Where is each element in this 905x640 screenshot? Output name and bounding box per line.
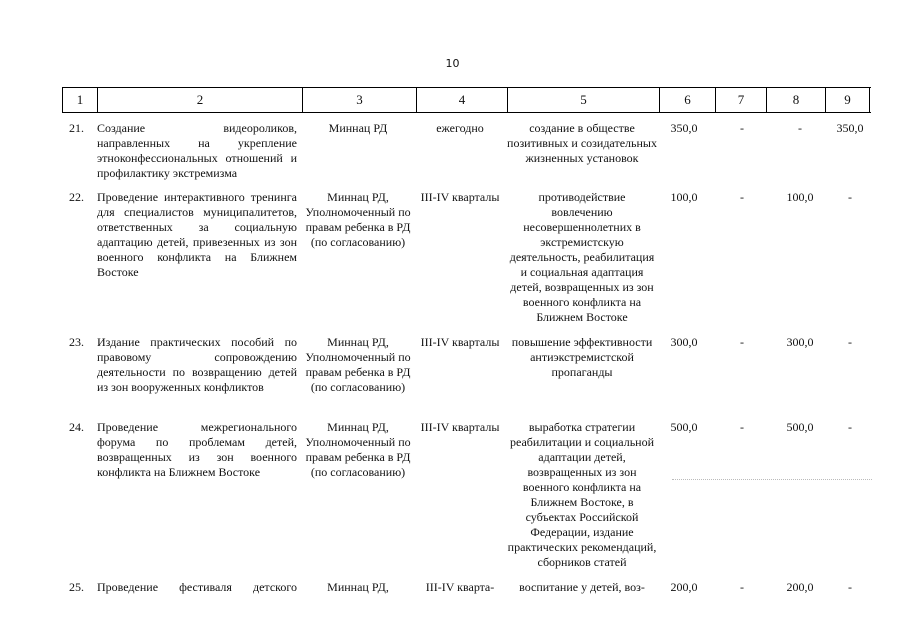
row-term: III-IV кварталы (420, 420, 500, 434)
row-value-6: 100,0 (670, 190, 698, 204)
row-value-8: 100,0 (786, 190, 814, 204)
header-col-9: 9 (826, 88, 870, 112)
row-activity: Проведение межрегионального форума по проблемам детей, возвращенных из зон военного конфликта на Ближнем Востоке (97, 420, 297, 479)
row-value-7: - (740, 190, 744, 204)
scan-artifact-line (672, 479, 872, 480)
row-executor: Миннац РД, Уполномоченный по правам ребенка в РД (по согласованию) (305, 335, 411, 394)
header-col-8: 8 (767, 88, 826, 112)
row-value-8: 500,0 (786, 420, 814, 434)
row-executor: Миннац РД, Уполномоченный по правам ребенка в РД (по согласованию) (305, 190, 411, 249)
row-value-9: - (848, 190, 852, 204)
page-number: 10 (445, 57, 460, 70)
row-term: III-IV кварталы (420, 335, 500, 349)
row-value-9: - (848, 335, 852, 349)
row-value-8: 300,0 (786, 335, 814, 349)
row-number: 25. (69, 580, 84, 594)
row-value-7: - (740, 335, 744, 349)
row-value-9: 350,0 (836, 121, 864, 135)
row-value-6: 500,0 (670, 420, 698, 434)
row-executor: Миннац РД (328, 121, 388, 135)
row-value-8: - (798, 121, 802, 135)
row-value-7: - (740, 420, 744, 434)
row-result: противодействие вовлечению несовершеннолетних в экстремистскую деятельность, реабилитация и социальная адаптация детей, возвращенных из зон военного конфликта на Ближнем Востоке (509, 190, 655, 324)
header-col-5: 5 (508, 88, 660, 112)
header-col-7: 7 (716, 88, 767, 112)
row-activity: Издание практических пособий по правовому сопровождению деятельности по возвращению детей из зон вооруженных конфликтов (97, 335, 297, 394)
row-number: 22. (69, 190, 84, 204)
header-col-1: 1 (63, 88, 98, 112)
row-activity: Проведение интерактивного тренинга для специалистов муниципалитетов, ответственных за социальную адаптацию детей, привезенных из зон военного конфликта на Ближнем Востоке (97, 190, 297, 279)
row-number: 24. (69, 420, 84, 434)
header-col-2: 2 (98, 88, 303, 112)
header-col-6: 6 (660, 88, 716, 112)
row-term: ежегодно (436, 121, 484, 135)
row-result: повышение эффективности антиэкстремистской пропаганды (511, 335, 653, 379)
row-term: III-IV кварталы (420, 190, 500, 204)
row-activity: Создание видеороликов, направленных на укрепление этноконфессиональных отношений и профилактику экстремизма (97, 121, 297, 180)
row-term: III-IV квартa- (425, 580, 495, 594)
table-header (62, 87, 871, 113)
row-number: 21. (69, 121, 84, 135)
row-value-9: - (848, 580, 852, 594)
row-value-6: 200,0 (670, 580, 698, 594)
row-activity: Проведение фестиваля детского (97, 580, 297, 594)
row-executor: Миннац РД, (327, 580, 389, 594)
row-value-6: 300,0 (670, 335, 698, 349)
row-result: выработка стратегии реабилитации и социальной адаптации детей, возвращенных из зон военного конфликта на Ближнем Востоке, в субъектах Российской Федерации, издание практических рекомендаций, сборников статей (507, 420, 657, 569)
row-number: 23. (69, 335, 84, 349)
row-value-7: - (740, 121, 744, 135)
row-executor: Миннац РД, Уполномоченный по правам ребенка в РД (по согласованию) (305, 420, 411, 479)
row-value-7: - (740, 580, 744, 594)
row-value-6: 350,0 (670, 121, 698, 135)
row-value-8: 200,0 (786, 580, 814, 594)
row-result: создание в обществе позитивных и созидательных жизненных установок (507, 121, 657, 165)
header-col-4: 4 (417, 88, 508, 112)
row-value-9: - (848, 420, 852, 434)
row-result: воспитание у детей, воз- (519, 580, 645, 594)
header-col-3: 3 (303, 88, 417, 112)
